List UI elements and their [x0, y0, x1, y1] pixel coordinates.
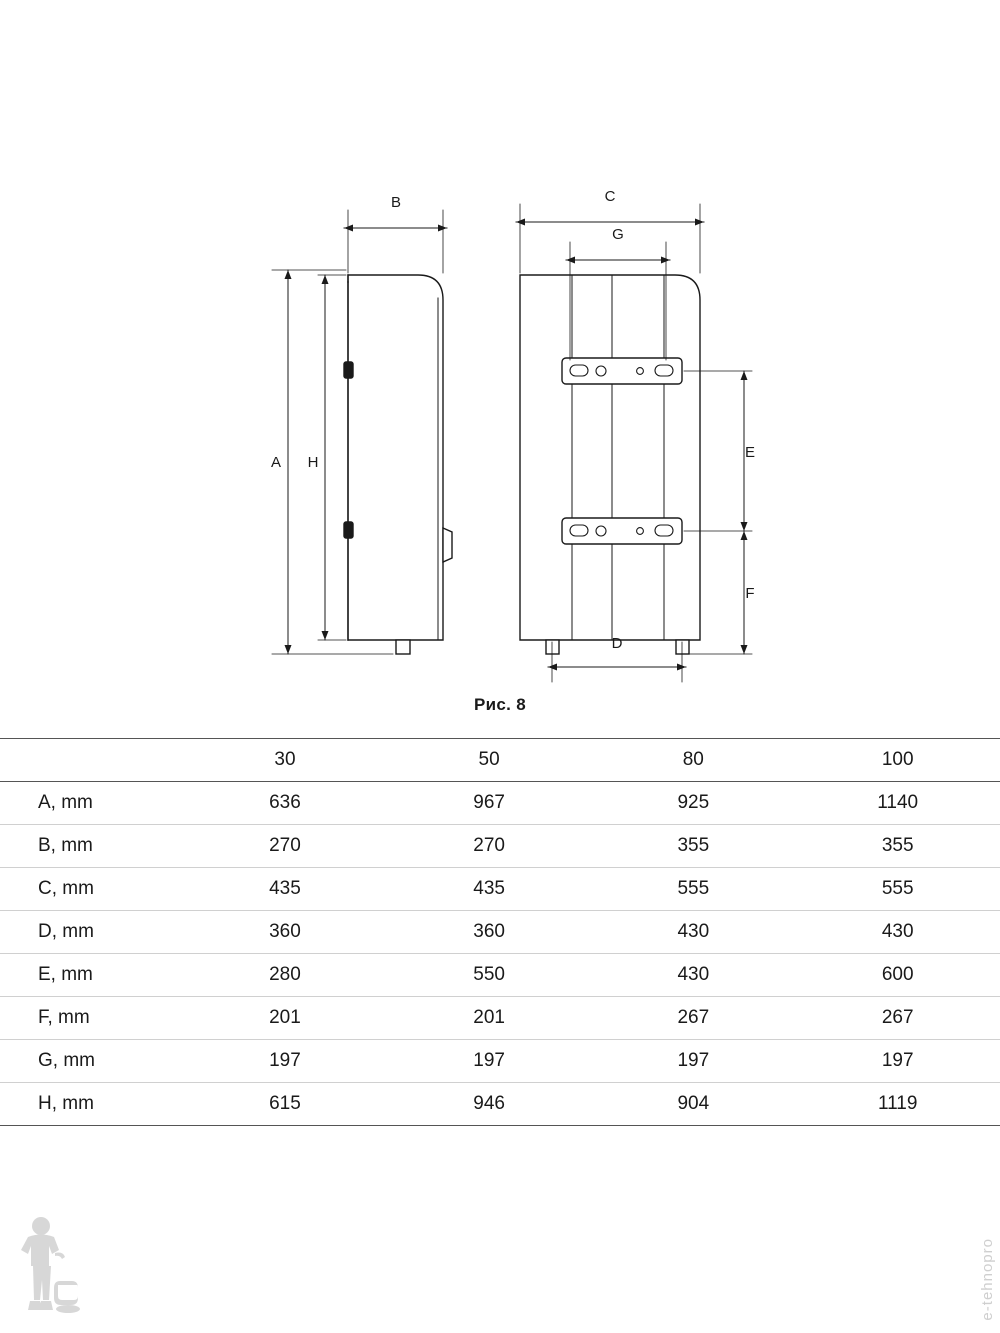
cell-value: 555 [881, 878, 914, 899]
plumber-watermark-icon [8, 1213, 88, 1323]
table-header-cell-4: 100 [881, 749, 914, 770]
cell-value: 197 [677, 1050, 710, 1071]
cell-value: 430 [881, 921, 914, 942]
row-label: E, mm [38, 964, 93, 985]
cell-value: 904 [677, 1093, 710, 1114]
table-row [0, 782, 1000, 825]
site-watermark: e-tehnopro [979, 1238, 996, 1321]
cell-value: 197 [473, 1050, 505, 1071]
dim-label-h: H [307, 454, 319, 471]
cell-value: 636 [269, 792, 301, 813]
front-view-inlet-pipe [546, 640, 559, 654]
cell-value: 197 [881, 1050, 914, 1071]
row-label: G, mm [38, 1050, 95, 1071]
cell-value: 435 [473, 878, 505, 899]
dim-label-e: E [744, 444, 756, 461]
cell-value: 267 [881, 1007, 914, 1028]
cell-value: 270 [473, 835, 505, 856]
table-header-cell-2: 50 [478, 749, 500, 770]
side-view-control-knob [443, 528, 452, 562]
cell-value: 355 [881, 835, 914, 856]
cell-value: 555 [677, 878, 710, 899]
cell-value: 355 [677, 835, 710, 856]
row-label: A, mm [38, 792, 93, 813]
table-row [0, 954, 1000, 997]
table-row [0, 911, 1000, 954]
cell-value: 360 [473, 921, 505, 942]
table-row [0, 868, 1000, 911]
water-heater-dimension-drawing [0, 170, 1000, 690]
table-header-cell-1: 30 [274, 749, 296, 770]
dim-label-d: D [611, 635, 623, 652]
cell-value: 197 [269, 1050, 301, 1071]
dim-label-a: A [270, 454, 282, 471]
cell-value: 1119 [877, 1093, 918, 1114]
side-view-body [348, 275, 443, 640]
cell-value: 967 [473, 792, 505, 813]
cell-value: 360 [269, 921, 301, 942]
cell-value: 280 [269, 964, 301, 985]
cell-value: 550 [473, 964, 505, 985]
table-header-cell-0 [0, 739, 183, 782]
side-view-bracket-bottom [344, 522, 353, 538]
cell-value: 435 [269, 878, 301, 899]
cell-value: 267 [677, 1007, 710, 1028]
table-header-cell-3: 80 [682, 749, 704, 770]
dim-label-b: B [390, 194, 402, 211]
figure-caption: Рис. 8 [474, 695, 526, 714]
cell-value: 925 [677, 792, 710, 813]
row-label: C, mm [38, 878, 94, 899]
cell-value: 270 [269, 835, 301, 856]
cell-value: 1140 [877, 792, 919, 813]
dimensions-table [0, 738, 1000, 1126]
table-row [0, 997, 1000, 1040]
front-view-outlet-pipe [676, 640, 689, 654]
table-row [0, 1083, 1000, 1126]
side-view-outlet-pipe [396, 640, 410, 654]
table-row [0, 825, 1000, 868]
side-view-bracket-top [344, 362, 353, 378]
cell-value: 430 [677, 964, 710, 985]
cell-value: 600 [881, 964, 914, 985]
cell-value: 430 [677, 921, 710, 942]
table-header-row [0, 739, 1000, 782]
cell-value: 946 [473, 1093, 505, 1114]
row-label: H, mm [38, 1093, 94, 1114]
table-row [0, 1040, 1000, 1083]
front-view-body [520, 275, 700, 640]
dim-label-g: G [612, 226, 624, 243]
dim-label-f: F [745, 585, 755, 602]
cell-value: 201 [473, 1007, 505, 1028]
dim-label-c: C [604, 188, 616, 205]
cell-value: 615 [269, 1093, 301, 1114]
row-label: D, mm [38, 921, 94, 942]
row-label: B, mm [38, 835, 93, 856]
row-label: F, mm [38, 1007, 90, 1028]
cell-value: 201 [269, 1007, 301, 1028]
